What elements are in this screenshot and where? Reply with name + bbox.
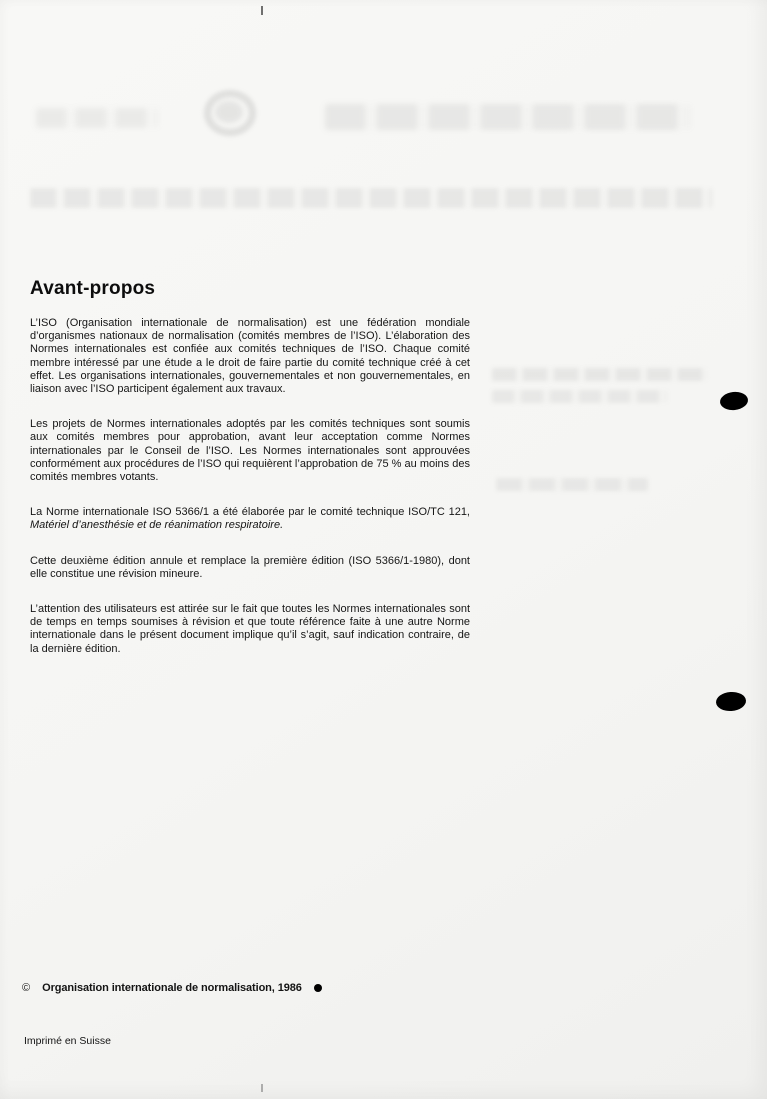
committee-italic-title: Matériel d’anesthésie et de réanimation respiratoire. xyxy=(30,519,284,532)
copyright-symbol: © xyxy=(22,982,31,994)
paragraph-revision-notice: L’attention des utilisateurs est attirée sur le fait que toutes les Normes internationales sont de temps en temps soumises à révision et que toute référence faite à une autre Norme internationale dans le présent document implique qu’il s’agit, sauf indication contraire, de la dernière édition. xyxy=(30,603,470,655)
binder-hole-mark-bottom xyxy=(715,691,746,712)
bottom-registration-tick xyxy=(261,1084,263,1092)
printed-in-line: Imprimé en Suisse xyxy=(24,1035,111,1047)
copyright-line xyxy=(22,982,322,994)
showthrough-right-text-line3 xyxy=(496,478,648,491)
showthrough-left-text xyxy=(36,108,158,128)
showthrough-iso-logo-blotch xyxy=(215,101,243,123)
copyright-text: Organisation internationale de normalisation, 1986 xyxy=(42,982,302,994)
paragraph-iso-description: L’ISO (Organisation internationale de normalisation) est une fédération mondiale d’organismes nationaux de normalisation (comités membres de l’ISO). L’élaboration des Normes internationales est confiée aux comités techniques de l’ISO. Chaque comité membre intéressé par une étude a le droit de faire partie du comité technique créé à cet effet. Les organisations internationales, gouvernementales et non gouvernementales, en liaison avec l’ISO participent également aux travaux. xyxy=(30,317,470,396)
showthrough-right-text-line2 xyxy=(492,390,667,403)
top-registration-tick xyxy=(261,6,263,15)
binder-hole-mark-top xyxy=(719,391,749,412)
paragraph-second-edition: Cette deuxième édition annule et remplace la première édition (ISO 5366/1-1980), dont elle constitue une révision mineure. xyxy=(30,554,470,580)
registration-dot xyxy=(314,984,322,992)
showthrough-right-text-line1 xyxy=(492,368,708,381)
showthrough-iso-logo xyxy=(204,90,256,136)
paragraph-approval-process: Les projets de Normes internationales adoptés par les comités techniques sont soumis aux comités membres pour approbation, avant leur acceptation comme Normes internationales par le Conseil de l’ISO. Les Normes internationales sont approuvées conformément aux procédures de l’ISO qui requièrent l’approbation de 75 % au moins des comités membres votants. xyxy=(30,418,470,484)
showthrough-text-band xyxy=(30,188,712,208)
foreword-section xyxy=(30,278,470,678)
committee-lead-text: La Norme internationale ISO 5366/1 a été élaborée par le comité technique ISO/TC 121, xyxy=(30,506,470,519)
paragraph-committee xyxy=(30,506,470,532)
page-title: Avant-propos xyxy=(30,278,156,299)
showthrough-title-text xyxy=(325,104,690,130)
